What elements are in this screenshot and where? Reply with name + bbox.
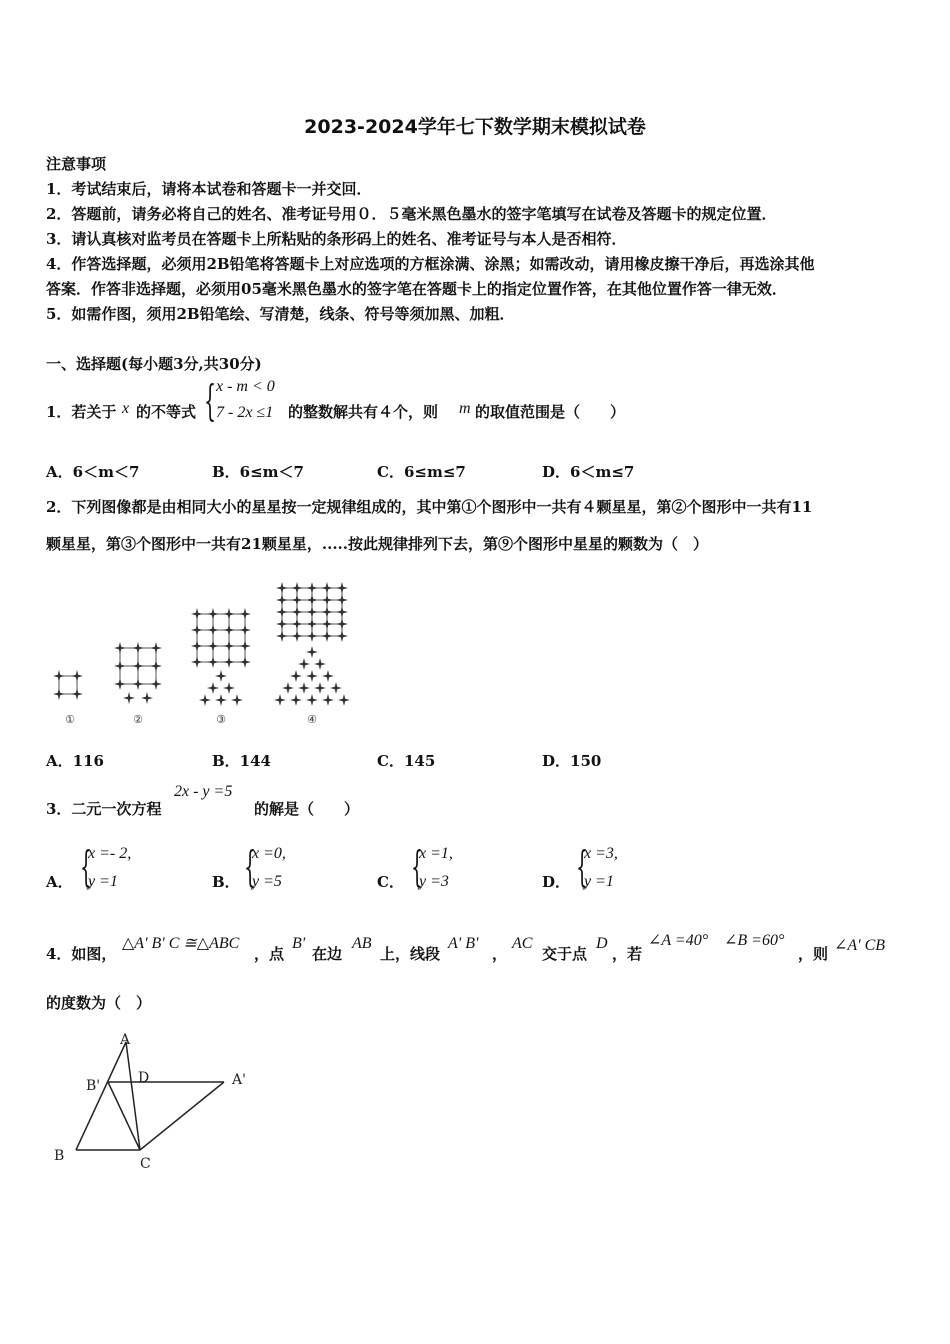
q3-option-line1: x =1, <box>419 845 453 862</box>
q1-var-x: x <box>122 400 130 417</box>
q1-system-line1: x - m < 0 <box>216 378 275 395</box>
q4-line2: 的度数为（ ） <box>46 994 152 1012</box>
q3-option-line2: y =1 <box>584 873 614 890</box>
q1-text-mid: 的不等式 <box>136 403 197 421</box>
q4-segment-a-b-prime: A' B' <box>448 935 479 952</box>
q4-label-a-prime: A' <box>232 1072 246 1088</box>
notice-heading: 注意事项 <box>46 155 107 173</box>
q2-option-c: C．145 <box>377 752 436 770</box>
q4-label-a: A <box>120 1032 131 1048</box>
q3-option-b <box>212 843 382 895</box>
q4-segment-ac: AC <box>512 935 533 952</box>
q2-figure-3 <box>197 614 245 662</box>
question-4 <box>46 930 926 966</box>
notice-item: 答案．作答非选择题，必须用05毫米黑色墨水的签字笔在答题卡上的指定位置作答，在其他位置作答一律无效． <box>46 280 787 298</box>
q3-text-post: 的解是（ ） <box>254 800 360 818</box>
q3-option-brace: { <box>80 842 93 891</box>
q1-text-post2: 的取值范围是（ ） <box>475 403 626 421</box>
q4-label-b-prime: B' <box>86 1078 101 1094</box>
q2-line2: 颗星星，第③个图形中一共有21颗星星，.....按此规律排列下去，第⑨个图形中星星的颗数为（ ） <box>46 535 708 553</box>
q4-angle-question: ∠A' CB <box>834 937 886 954</box>
q1-var-m: m <box>459 400 471 417</box>
q3-option-line2: y =3 <box>419 873 449 890</box>
q4-congruence: △A' B' C ≅△ABC <box>122 935 240 952</box>
q1-option-b: B．6≤m＜7 <box>212 463 304 481</box>
q1-option-d: D．6＜m≤7 <box>542 463 635 481</box>
q4-angle-a: ∠A =40° <box>648 932 709 949</box>
q4-text: ，则 <box>798 945 829 963</box>
q3-option-label: A． <box>46 873 73 891</box>
q3-option-brace: { <box>576 842 589 891</box>
q3-option-line1: x =- 2, <box>88 845 132 862</box>
q2-option-a: A．116 <box>46 752 104 770</box>
q4-label-c: C <box>140 1156 151 1172</box>
q1-text-pre: 1．若关于 <box>46 403 117 421</box>
q2-star-pattern-figure <box>46 570 356 730</box>
q1-system-line2: 7 - 2x ≤1 <box>216 404 274 421</box>
question-1 <box>46 378 926 430</box>
q4-text: ，若 <box>612 945 643 963</box>
q4-label-d: D <box>138 1070 150 1086</box>
notice-item: 5．如需作图，须用2B铅笔绘、写清楚，线条、符号等须加黑、加粗． <box>46 305 515 323</box>
page-title: 2023-2024学年七下数学期末模拟试卷 <box>304 116 646 138</box>
notice-item: 2．答题前，请务必将自己的姓名、准考证号用０．５毫米黑色墨水的签字笔填写在试卷及答题卡的规定位置． <box>46 205 777 223</box>
q4-text: 上，线段 <box>380 945 441 963</box>
notice-item: 3．请认真核对监考员在答题卡上所粘贴的条形码上的姓名、准考证号与本人是否相符． <box>46 230 627 248</box>
q4-triangle-figure <box>46 1030 266 1180</box>
notice-item: 4．作答选择题，必须用2B铅笔将答题卡上对应选项的方框涂满、涂黑；如需改动，请用橡皮擦干净后，再选涂其他 <box>46 255 815 273</box>
q2-figure-1 <box>59 676 77 694</box>
q2-figure-label: ① <box>65 713 75 726</box>
q3-option-line2: y =5 <box>252 873 282 890</box>
q1-system-brace: { <box>204 376 217 425</box>
q4-segment-ab: AB <box>352 935 372 952</box>
notice-item: 1．考试结束后，请将本试卷和答题卡一并交回． <box>46 180 372 198</box>
q4-text: 在边 <box>312 945 343 963</box>
q3-option-brace: { <box>411 842 424 891</box>
q3-option-line2: y =1 <box>88 873 118 890</box>
q2-figure-label: ④ <box>307 713 317 726</box>
q4-text: 4．如图， <box>46 945 117 963</box>
q4-text: ，点 <box>254 945 285 963</box>
q3-text-pre: 3．二元一次方程 <box>46 800 162 818</box>
q2-line1: 2．下列图像都是由相同大小的星星按一定规律组成的，其中第①个图形中一共有４颗星星，第②个图形中一共有11 <box>46 498 813 516</box>
q1-option-a: A．6＜m＜7 <box>46 463 140 481</box>
q2-figure-label: ③ <box>216 713 226 726</box>
q3-option-label: C． <box>377 873 404 891</box>
q3-option-label: D． <box>542 873 571 891</box>
q4-point-b-prime: B' <box>292 935 306 952</box>
q2-option-b: B．144 <box>212 752 271 770</box>
q3-equation: 2x - y =5 <box>174 783 233 800</box>
section-heading: 一、选择题(每小题3分,共30分) <box>46 355 262 373</box>
q4-text: ， <box>492 945 508 963</box>
q3-option-d <box>542 843 712 895</box>
q4-text: 交于点 <box>542 945 588 963</box>
q3-option-brace: { <box>244 842 257 891</box>
q3-option-line1: x =3, <box>584 845 618 862</box>
q4-point-d: D <box>596 935 608 952</box>
q1-text-post1: 的整数解共有４个，则 <box>288 403 439 421</box>
q3-option-label: B． <box>212 873 240 891</box>
q4-label-b: B <box>54 1148 65 1164</box>
q3-option-line1: x =0, <box>252 845 286 862</box>
q2-option-d: D．150 <box>542 752 602 770</box>
q1-option-c: C．6≤m≤7 <box>377 463 466 481</box>
q3-option-a <box>46 843 216 895</box>
q3-option-c <box>377 843 547 895</box>
q4-angle-b: ∠B =60° <box>724 932 785 949</box>
q2-figure-label: ② <box>133 713 143 726</box>
